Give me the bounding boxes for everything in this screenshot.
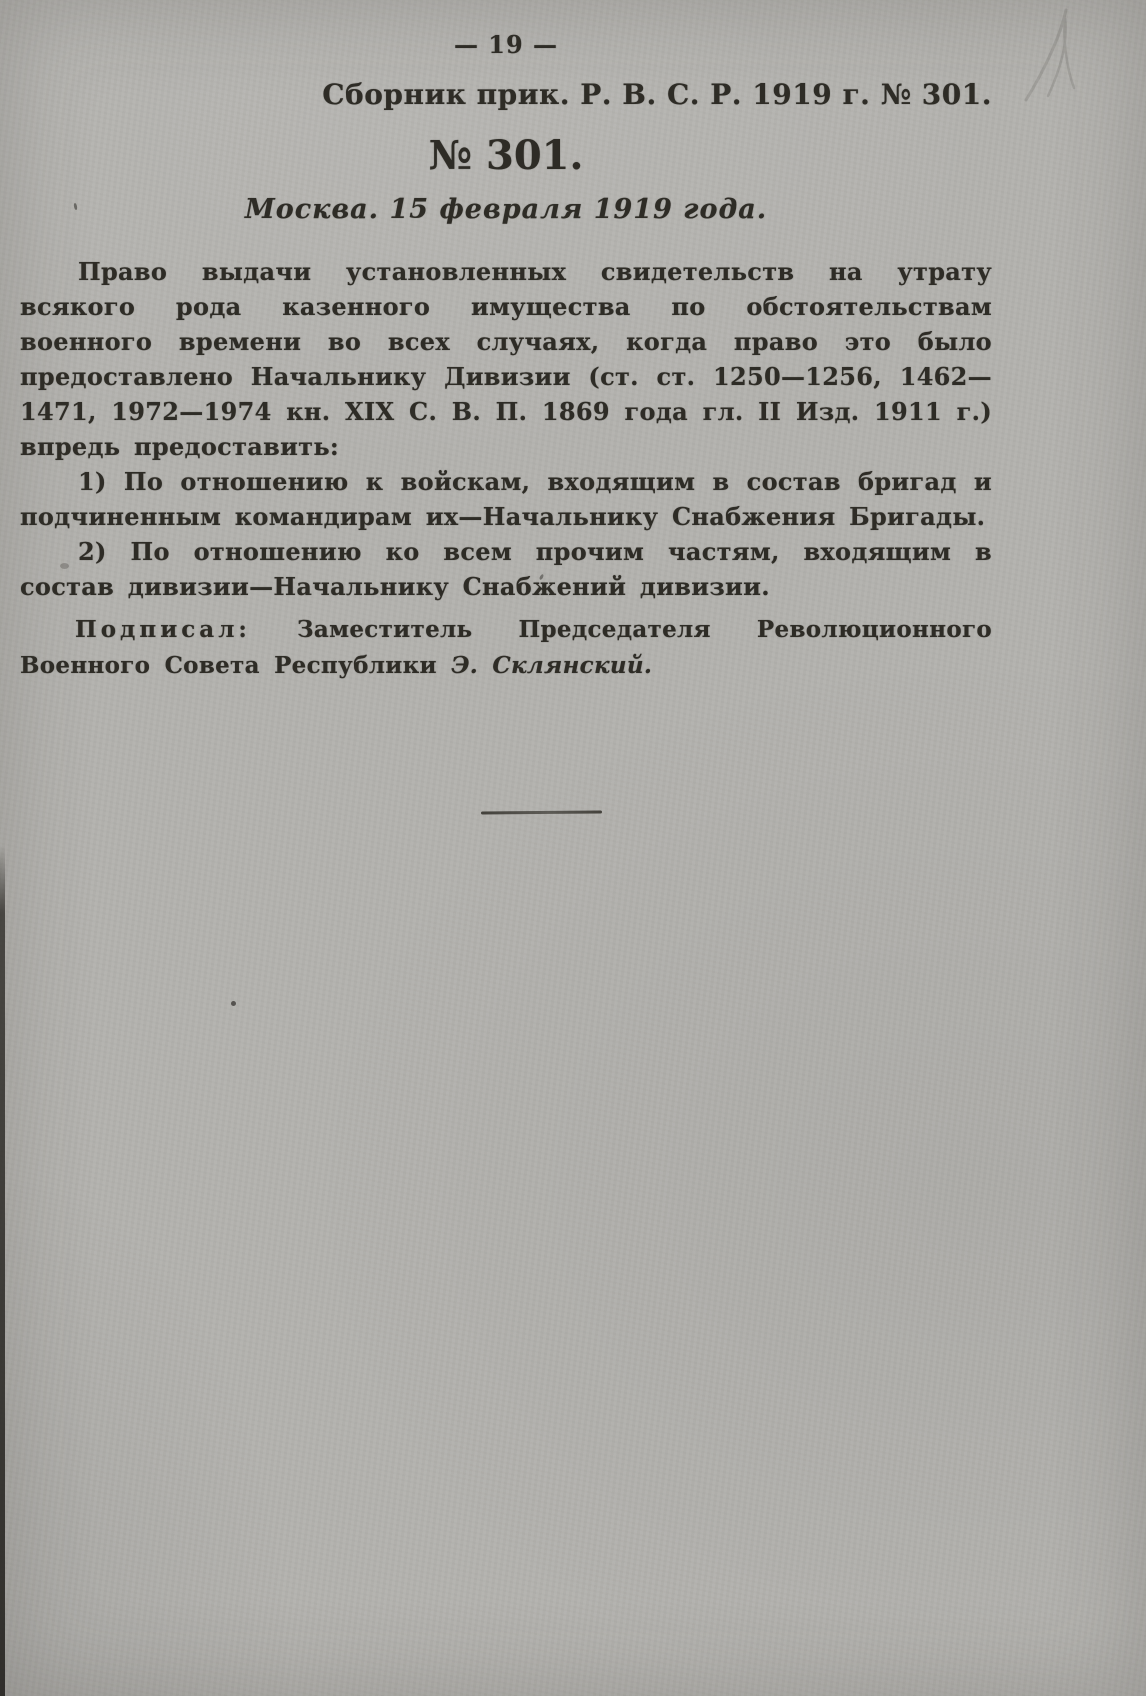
list-item-1: 1) По отношению к войскам, входящим в состав бригад и подчиненным командирам их—Начальнику Снабжения Бригады. — [20, 467, 992, 531]
order-body — [20, 254, 992, 604]
section-divider — [481, 810, 602, 814]
ink-speck — [231, 1001, 236, 1006]
page-edge-shadow — [0, 845, 5, 1696]
pencil-mark — [1008, 4, 1108, 104]
ink-speck — [60, 563, 69, 569]
collection-header: Сборник прик. Р. В. С. Р. 1919 г. № 301. — [322, 78, 992, 111]
signatory-name: Э. Склянский. — [451, 652, 653, 679]
order-number-title: № 301. — [428, 132, 584, 179]
page-number: — 19 — — [453, 30, 559, 59]
dateline: Москва. 15 февраля 1919 года. — [244, 194, 768, 225]
signature-text: Заместитель Председателя Революционного Военного Совета Республики — [20, 616, 993, 679]
paragraph-preamble: Право выдачи установленных свидетельств на утрату всякого рода казенного имущества по обстоятельствам военного времени во всех случаях, когда право это было предоставлено Начальнику Дивизии (ст. ст. 1250—1256, 1462—1471, 1972—1974 кн. XIX С. В. П. 1869 года гл. II Изд. 1911 г.) впредь предоставить: — [20, 257, 992, 461]
list-item-2: 2) По отношению ко всем прочим частям, входящим в состав дивизии—Начальнику Снабжений дивизии. — [20, 537, 992, 601]
signature-label: Подписал: — [75, 616, 251, 643]
signature-line — [20, 612, 992, 684]
